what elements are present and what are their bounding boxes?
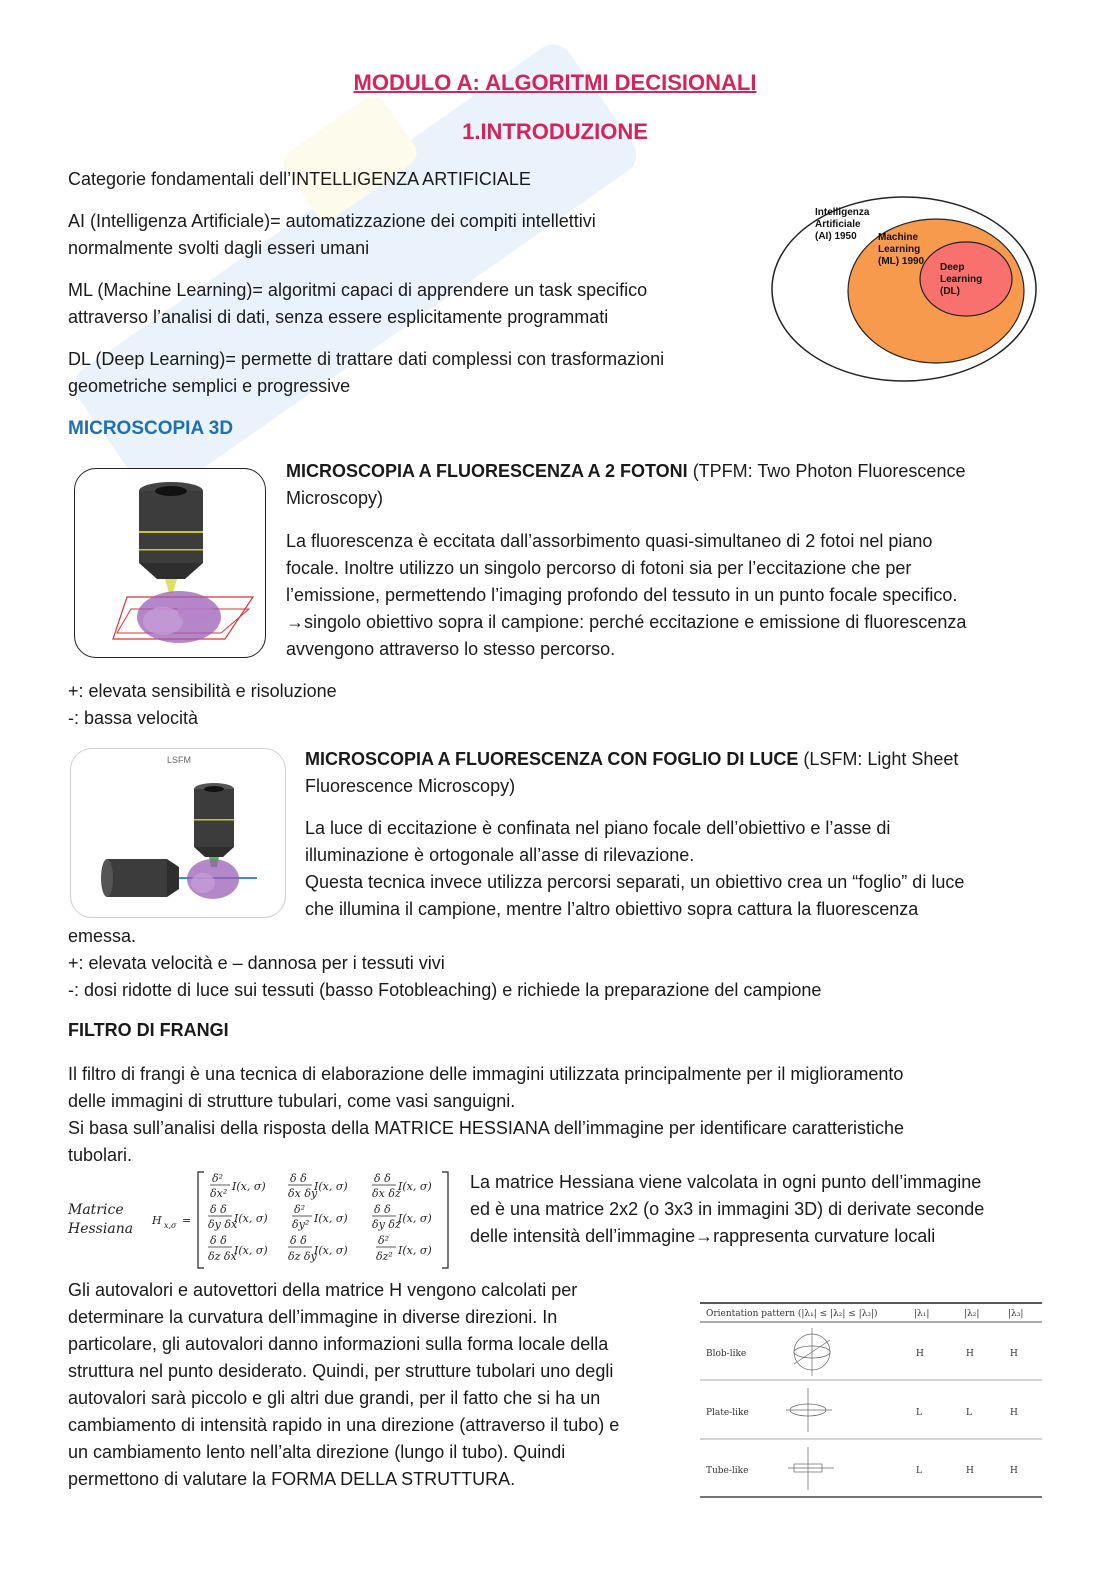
table-row-name: Blob-like: [706, 1349, 747, 1359]
tpfm-desc-line4: →singolo obiettivo sopra il campione: perché eccitazione e emissione di fluorescenza: [286, 612, 967, 632]
hessian-matrix: [150, 1168, 455, 1272]
svg-text:δy δz: δy δz: [372, 1218, 401, 1231]
svg-text:I(x, σ): I(x, σ): [314, 1244, 348, 1257]
eigen-line6: cambiamento di intensità rapido in una direzione (attraverso il tubo) e: [68, 1415, 620, 1435]
ml-definition-line2: attraverso l’analisi di dati, senza essere esplicitamente programmati: [68, 307, 609, 327]
table-cell: L: [916, 1408, 922, 1418]
hessian-desc-line3: delle intensità dell’immagine→rappresenta curvature locali: [470, 1226, 936, 1246]
matrix-label-line1: Matrice: [68, 1202, 124, 1218]
table-cell: H: [966, 1466, 974, 1476]
arrow-icon: →: [695, 1226, 714, 1246]
table-cell: H: [1010, 1408, 1018, 1418]
ai-label-1: Intelligenza: [815, 207, 870, 218]
svg-text:δ²: δ²: [294, 1203, 306, 1216]
tpfm-desc-line3: l’emissione, permettendo l’imaging profondo del tessuto in un punto focale specifico.: [286, 585, 958, 605]
svg-text:δ δ: δ δ: [290, 1234, 307, 1247]
ml-label-3: (ML) 1990: [878, 256, 925, 267]
lsfm-image: [70, 748, 286, 918]
lsfm-con: -: dosi ridotte di luce sui tessuti (basso Fotobleaching) e richiede la preparazione del campione: [68, 980, 822, 1000]
eigen-line5: autovalori sarà piccolo e gli altri due grandi, per il fatto che si ha un: [68, 1388, 601, 1408]
lsfm-title-line2: Fluorescence Microscopy): [305, 776, 516, 796]
hessian-desc-line1: La matrice Hessiana viene valcolata in ogni punto dell’immagine: [470, 1172, 982, 1192]
svg-text:I(x, σ): I(x, σ): [314, 1212, 348, 1225]
eigen-line2: determinare la curvatura dell’immagine in diverse direzioni. In: [68, 1307, 558, 1327]
frangi-line4: tubolari.: [68, 1145, 133, 1165]
tpfm-desc-line1: La fluorescenza è eccitata dall’assorbimento quasi-simultaneo di 2 fotoi nel piano: [286, 531, 933, 551]
svg-text:δ²: δ²: [212, 1172, 224, 1185]
eigen-line1: Gli autovalori e autovettori della matrice H vengono calcolati per: [68, 1280, 578, 1300]
svg-text:δ δ: δ δ: [290, 1172, 307, 1185]
svg-text:H: H: [152, 1214, 162, 1227]
lsfm-image-label: LSFM: [167, 755, 192, 765]
svg-text:δz²: δz²: [376, 1250, 393, 1263]
svg-text:I(x, σ): I(x, σ): [398, 1244, 432, 1257]
dl-definition-line2: geometriche semplici e progressive: [68, 376, 351, 396]
tpfm-con: -: bassa velocità: [68, 708, 199, 728]
svg-text:δ δ: δ δ: [210, 1234, 227, 1247]
table-cell: H: [1010, 1466, 1018, 1476]
lsfm-desc-line2: illuminazione è ortogonale all’asse di rilevazione.: [305, 845, 695, 865]
table-row-name: Plate-like: [706, 1408, 749, 1418]
frangi-line2: delle immagini di strutture tubulari, come vasi sanguigni.: [68, 1091, 516, 1111]
svg-text:δx δz: δx δz: [372, 1187, 401, 1200]
ml-label-2: Learning: [878, 244, 921, 255]
lsfm-desc-line5: emessa.: [68, 926, 137, 946]
arrow-icon: →: [286, 612, 304, 632]
tpfm-title-line1: MICROSCOPIA A FLUORESCENZA A 2 FOTONI (TPFM: Two Photon Fluorescence: [286, 461, 966, 481]
tube-sketch: [788, 1447, 834, 1490]
svg-text:δz δx: δz δx: [208, 1250, 237, 1263]
table-header-l1: |λ₁|: [914, 1309, 930, 1319]
ai-label-3: (AI) 1950: [815, 231, 857, 242]
ai-definition-line2: normalmente svolti dagli esseri umani: [68, 238, 370, 258]
tpfm-title-line2: Microscopy): [286, 488, 384, 508]
eigen-line3: particolare, gli autovalori danno informazioni sulla forma locale della: [68, 1334, 609, 1354]
eigen-line7: un cambiamento lento nell’alta direzione (lungo il tubo). Quindi: [68, 1442, 566, 1462]
table-cell: L: [916, 1466, 922, 1476]
svg-text:I(x, σ): I(x, σ): [234, 1212, 268, 1225]
svg-text:I(x, σ): I(x, σ): [398, 1212, 432, 1225]
table-header-pattern: Orientation pattern (|λ₁| ≤ |λ₂| ≤ |λ₃|): [706, 1309, 878, 1319]
table-header-l3: |λ₃|: [1008, 1309, 1024, 1319]
table-cell: L: [966, 1408, 972, 1418]
tpfm-image: [74, 468, 266, 658]
dl-label-1: Deep: [940, 262, 965, 273]
dl-definition-line1: DL (Deep Learning)= permette di trattare dati complessi con trasformazioni: [68, 349, 665, 369]
matrix-label-line2: Hessiana: [68, 1221, 134, 1237]
hessian-desc-line2: ed è una matrice 2x2 (o 3x3 in immagini 3D) di derivate seconde: [470, 1199, 985, 1219]
dl-label-3: (DL): [940, 286, 960, 297]
ml-label-1: Machine: [878, 232, 919, 243]
eigen-line8: permettono di valutare la FORMA DELLA STRUTTURA.: [68, 1469, 516, 1489]
svg-text:δz δy: δz δy: [288, 1250, 317, 1263]
table-cell: H: [1010, 1349, 1018, 1359]
svg-text:I(x, σ): I(x, σ): [314, 1180, 348, 1193]
svg-text:=: =: [182, 1214, 192, 1227]
module-title: MODULO A: ALGORITMI DECISIONALI: [353, 70, 757, 95]
ai-definition-line1: AI (Intelligenza Artificiale)= automatizzazione dei compiti intellettivi: [68, 211, 596, 231]
categories-text: Categorie fondamentali dell’INTELLIGENZA ARTIFICIALE: [68, 169, 531, 189]
svg-text:δ δ: δ δ: [374, 1172, 391, 1185]
ai-ml-dl-diagram: [770, 195, 1040, 390]
svg-text:I(x, σ): I(x, σ): [398, 1180, 432, 1193]
chapter-title: 1.INTRODUZIONE: [462, 119, 648, 144]
blob-sketch: [794, 1328, 830, 1376]
ai-label-2: Artificiale: [815, 219, 861, 230]
svg-text:I(x, σ): I(x, σ): [234, 1244, 268, 1257]
svg-text:δ δ: δ δ: [210, 1203, 227, 1216]
frangi-line1: Il filtro di frangi è una tecnica di elaborazione delle immagini utilizzata principalmente per il miglioramento: [68, 1064, 904, 1084]
frangi-heading: FILTRO DI FRANGI: [68, 1020, 229, 1040]
frangi-line3: Si basa sull’analisi della risposta della MATRICE HESSIANA dell’immagine per identificare caratteristiche: [68, 1118, 905, 1138]
lsfm-desc-line4: che illumina il campione, mentre l’altro obiettivo sopra cattura la fluorescenza: [305, 899, 919, 919]
plate-sketch: [786, 1388, 832, 1432]
table-row-name: Tube-like: [706, 1466, 749, 1476]
svg-text:δy²: δy²: [292, 1218, 310, 1231]
svg-text:δx δy: δx δy: [288, 1187, 318, 1200]
dl-label-2: Learning: [940, 274, 983, 285]
svg-text:δx²: δx²: [210, 1187, 228, 1200]
table-cell: H: [916, 1349, 924, 1359]
lsfm-desc-line1: La luce di eccitazione è confinata nel piano focale dell’obiettivo e l’asse di: [305, 818, 891, 838]
svg-text:δ²: δ²: [378, 1234, 390, 1247]
lsfm-desc-line3: Questa tecnica invece utilizza percorsi separati, un obiettivo crea un “foglio” di luce: [305, 872, 965, 892]
tpfm-desc-line2: focale. Inoltre utilizzo un singolo percorso di fotoni sia per l’eccitazione che per: [286, 558, 912, 578]
lsfm-title-line1: MICROSCOPIA A FLUORESCENZA CON FOGLIO DI LUCE (LSFM: Light Sheet: [305, 749, 959, 769]
svg-text:I(x, σ): I(x, σ): [232, 1180, 266, 1193]
microscopia-heading: MICROSCOPIA 3D: [68, 418, 234, 439]
svg-text:δy δx: δy δx: [208, 1218, 238, 1231]
lsfm-pro: +: elevata velocità e – dannosa per i tessuti vivi: [68, 953, 445, 973]
svg-text:x,σ: x,σ: [164, 1221, 177, 1230]
tpfm-desc-line5: avvengono attraverso lo stesso percorso.: [286, 639, 616, 659]
svg-text:δ δ: δ δ: [374, 1203, 391, 1216]
tpfm-pro: +: elevata sensibilità e risoluzione: [68, 681, 337, 701]
eigenvalue-table: [700, 1302, 1042, 1498]
eigen-line4: struttura nel punto desiderato. Quindi, per strutture tubolari uno degli: [68, 1361, 614, 1381]
table-header-l2: |λ₂|: [964, 1309, 980, 1319]
table-cell: H: [966, 1349, 974, 1359]
ml-definition-line1: ML (Machine Learning)= algoritmi capaci di apprendere un task specifico: [68, 280, 648, 300]
